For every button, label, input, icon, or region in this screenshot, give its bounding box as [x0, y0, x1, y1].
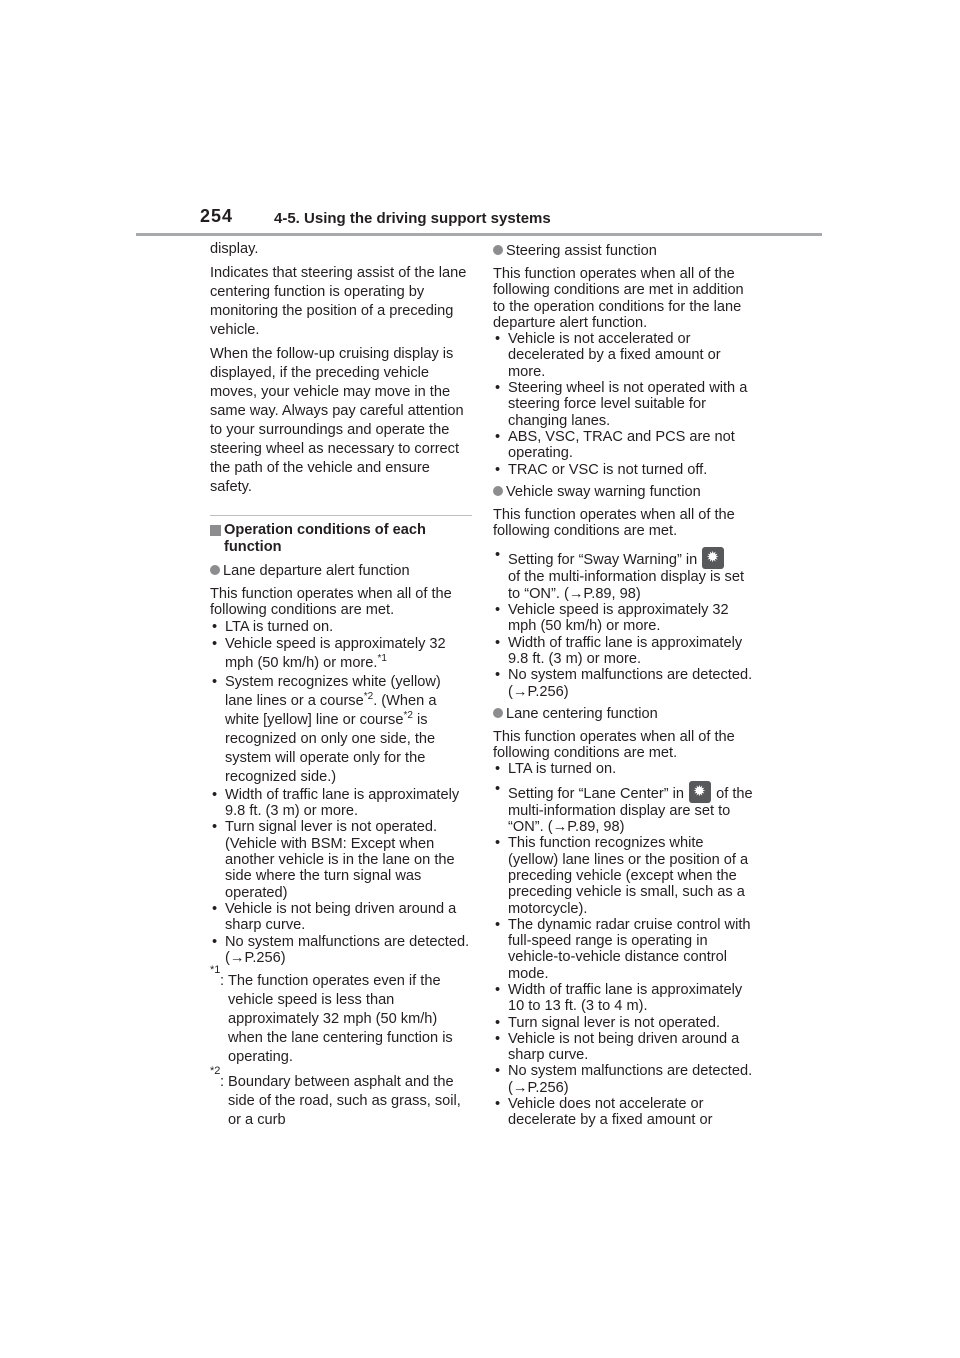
list-item: • Width of traffic lane is approximately 9.8 ft. (3 m) or more. [493, 635, 755, 668]
footnote-2: *2 : Boundary between asphalt and the side of the road, such as grass, soil, or a curb [210, 1065, 461, 1129]
list-item: • LTA is turned on. [493, 761, 755, 777]
footnote-ref: *2 [403, 710, 413, 722]
heading-lane-centering: Lane centering function [493, 706, 755, 723]
lda-conditions-list [210, 619, 472, 967]
list-item: • Vehicle does not accelerate or decelerate by a fixed amount or [493, 1096, 755, 1129]
list-item: • The dynamic radar cruise control with full-speed range is operating in vehicle-to-vehicle distance control mode. [493, 917, 755, 982]
list-item: • This function recognizes white (yellow) lane lines or the position of a preceding vehicle (except when the preceding vehicle is small, such as a motorcycle). [493, 835, 755, 916]
arrow-icon: → [512, 683, 528, 700]
circle-bullet-icon [493, 245, 503, 255]
list-item: • Vehicle is not accelerated or decelerated by a fixed amount or more. [493, 331, 755, 380]
section-divider [210, 515, 472, 516]
header-rule [136, 233, 822, 236]
paragraph-display: display. [210, 241, 259, 257]
list-item: • ABS, VSC, TRAC and PCS are not operating. [493, 429, 755, 462]
paragraph-follow-up: When the follow-up cruising display is displayed, if the preceding vehicle moves, your vehicle may move in the same way. Always pay careful attention to your surroundings and operate the steering wheel as necessary to correct the path of the vehicle and ensure safety. [210, 346, 464, 495]
page-header [200, 203, 822, 237]
list-item: • Turn signal lever is not operated. (Vehicle with BSM: Except when another vehicle is in the lane on the side where the turn signal was operated) [210, 819, 472, 900]
paragraph-steering-assist: Indicates that steering assist of the lane centering function is operating by monitoring the position of a preceding vehicle. [210, 265, 467, 338]
page-ref-link: P.89, 98) [583, 585, 641, 602]
list-item: • No system malfunctions are detected. (→P.256) [210, 934, 472, 967]
arrow-icon: → [512, 1079, 528, 1096]
lc-conditions-list [493, 761, 755, 1128]
sa-intro: This function operates when all of the following conditions are met in addition to the operation conditions for the lane departure alert function. [493, 266, 744, 331]
left-column [210, 240, 472, 1130]
list-item: • Setting for “Lane Center” in ✹ of the multi-information display are set to “ON”. (→P.89, 98) [493, 781, 755, 836]
list-item: • Steering wheel is not operated with a steering force level suitable for changing lanes. [493, 380, 755, 429]
page-ref-link: P.256) [244, 949, 286, 966]
circle-bullet-icon [210, 565, 220, 575]
list-item: • Vehicle is not being driven around a sharp curve. [493, 1031, 755, 1064]
page-number: 254 [200, 206, 234, 226]
footnote-1: *1 : The function operates even if the vehicle speed is less than approximately 32 mph (50 km/h) when the lane centering function is operating. [210, 964, 453, 1066]
heading-lane-departure-alert: Lane departure alert function [210, 563, 472, 580]
footnote-ref: *1 [377, 653, 387, 665]
lda-intro: This function operates when all of the following conditions are met. [210, 586, 452, 619]
page-ref-link: P.256) [527, 1079, 569, 1096]
footnote-ref: *2 [363, 691, 374, 703]
list-item: • TRAC or VSC is not turned off. [493, 462, 755, 478]
gear-icon [702, 547, 724, 569]
arrow-icon: → [229, 949, 245, 966]
arrow-icon: → [568, 585, 584, 602]
page-ref-link: P.89, 98) [567, 819, 625, 836]
arrow-icon: → [552, 819, 568, 836]
page-ref-link: P.256) [527, 683, 569, 700]
lc-intro: This function operates when all of the following conditions are met. [493, 728, 735, 762]
list-item: • Vehicle is not being driven around a sharp curve. [210, 901, 472, 934]
list-item: • No system malfunctions are detected. (→P.256) [493, 1063, 755, 1096]
square-bullet-icon [210, 525, 221, 536]
heading-steering-assist: Steering assist function [493, 243, 755, 260]
list-item: • Vehicle speed is approximately 32 mph (50 km/h) or more. [493, 602, 755, 635]
list-item: • System recognizes white (yellow) lane lines or a course$^{*2}$. (When a white [yellow] line or course$^{*2}$ is recognized on only one side, the system will operate only for the recognized side.) [210, 673, 472, 787]
list-item: • Turn signal lever is not operated. [493, 1015, 755, 1031]
list-item: • No system malfunctions are detected. (→P.256) [493, 667, 755, 700]
sa-conditions-list [493, 331, 755, 478]
list-item: • Width of traffic lane is approximately 10 to 13 ft. (3 to 4 m). [493, 982, 755, 1015]
vs-intro: This function operates when all of the following conditions are met. [493, 506, 735, 540]
list-item: • Width of traffic lane is approximately 9.8 ft. (3 m) or more. [210, 787, 472, 820]
vs-conditions-list [493, 547, 755, 699]
subheading-operation-conditions: Operation conditions of each function [210, 522, 472, 555]
circle-bullet-icon [493, 708, 503, 718]
heading-vehicle-sway: Vehicle sway warning function [493, 484, 755, 501]
circle-bullet-icon [493, 486, 503, 496]
section-title: 4-5. Using the driving support systems [274, 210, 551, 227]
gear-icon [689, 781, 711, 803]
list-item: • LTA is turned on. [210, 619, 472, 635]
list-item: • Setting for “Sway Warning” in ✹ of the multi-information display is set to “ON”. (→P.89, 98) [493, 547, 755, 602]
right-column [493, 240, 755, 1129]
list-item: • Vehicle speed is approximately 32 mph (50 km/h) or more.$^{*1}$ [210, 635, 472, 673]
